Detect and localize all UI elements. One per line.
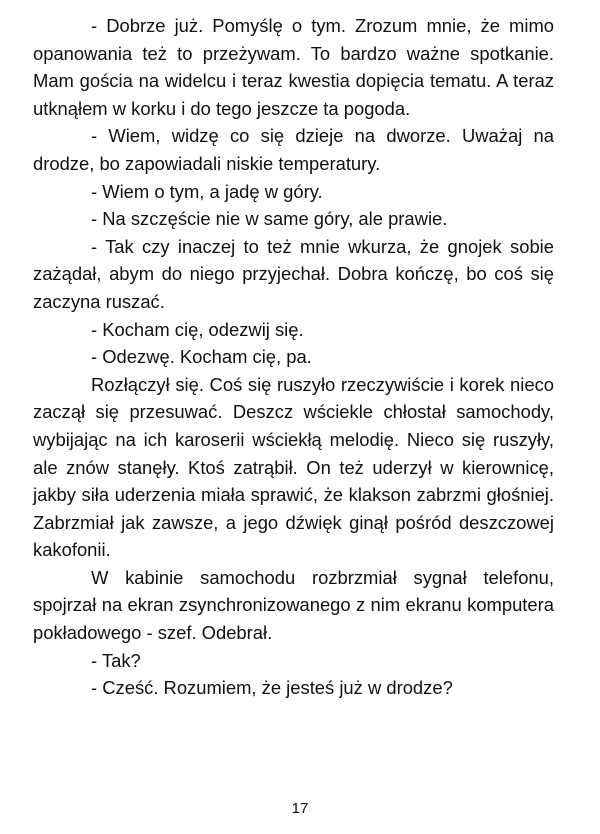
paragraph-10: - Tak? (91, 649, 141, 671)
paragraph-7: - Odezwę. Kocham cię, pa. (91, 346, 312, 368)
paragraph-11: - Cześć. Rozumiem, że jesteś już w drodze? (91, 677, 453, 699)
paragraph-3: - Wiem o tym, a jadę w góry. (91, 180, 323, 202)
page-number: 17 (291, 800, 309, 817)
paragraph-5: - Tak czy inaczej to też mnie wkurza, że gnojek sobie zażądał, abym do niego przyjechał. Dobra kończę, bo coś się zaczyna ruszać. (33, 235, 554, 312)
page-text (33, 12, 554, 702)
paragraph-4: - Na szczęście nie w same góry, ale prawie. (91, 208, 448, 230)
paragraph-1: - Dobrze już. Pomyślę o tym. Zrozum mnie, że mimo opanowania też to przeżywam. To bardzo ważne spotkanie. Mam gościa na widelcu i teraz kwestia dopięcia tematu. A teraz utknąłem w korku i do tego jeszcze ta pogoda. (33, 15, 554, 119)
paragraph-2: - Wiem, widzę co się dzieje na dworze. Uważaj na drodze, bo zapowiadali niskie temperatury. (33, 125, 554, 174)
paragraph-9: W kabinie samochodu rozbrzmiał sygnał telefonu, spojrzał na ekran zsynchronizowanego z nim ekranu komputera pokładowego - szef. Odebrał. (33, 566, 554, 644)
paragraph-8: Rozłączył się. Coś się ruszyło rzeczywiście i korek nieco zaczął się przesuwać. Deszcz wściekle chłostał samochody, wybijając na ich karoserii wściekłą melodię. Nieco się ruszyły, ale znów stanęły. Ktoś zatrąbił. On też uderzył w kierownicę, jakby siła uderzenia miała sprawić, że klakson zabrzmi głośniej. Zabrzmiał jak zawsze, a jego dźwięk ginął pośród deszczowej kakofonii. (33, 373, 554, 561)
paragraph-6: - Kocham cię, odezwij się. (91, 318, 304, 340)
